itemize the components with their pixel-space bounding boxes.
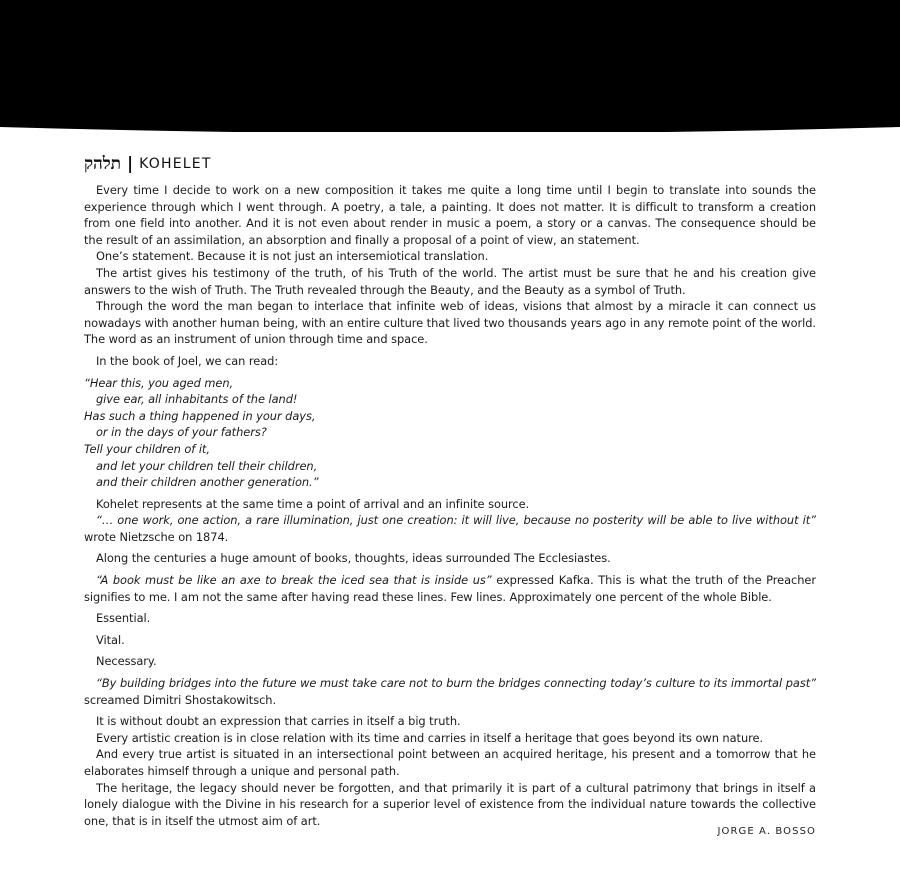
page-title xyxy=(84,152,816,176)
paragraph: Through the word the man began to interlace that infinite web of ideas, visions that almost by a miracle it can connect us nowadays with another human being, with an entire culture that lived two thousands years ago in any remote point of the world. The word as an instrument of union through time and space. xyxy=(84,299,816,347)
paragraph: Kohelet represents at the same time a point of arrival and an infinite source. xyxy=(96,496,530,511)
latin-title: KOHELET xyxy=(139,155,212,172)
article xyxy=(84,152,816,829)
paragraph xyxy=(84,675,816,708)
quote-attribution: wrote Nietzsche on 1874. xyxy=(84,529,229,544)
verse-line: Tell your children of it, xyxy=(84,441,210,456)
paragraph: Along the centuries a huge amount of books, thoughts, ideas surrounded The Ecclesiastes. xyxy=(96,551,611,566)
paragraph: The artist gives his testimony of the truth, of his Truth of the world. The artist must be sure that he and his creation give answers to the wish of Truth. The Truth revealed through the Beauty, and the Beauty as a symbol of Truth. xyxy=(84,265,816,297)
paragraph: Vital. xyxy=(96,632,125,647)
paragraph: And every true artist is situated in an intersectional point between an acquired heritage, his present and a tomorrow that he elaborates himself through a unique and personal path. xyxy=(84,747,816,778)
paragraph: Essential. xyxy=(96,611,151,626)
verse-line: and their children another generation.” xyxy=(96,475,319,490)
quote-attribution: screamed Dimitri Shostakowitsch. xyxy=(84,692,277,707)
paragraph xyxy=(84,512,816,545)
verse-line: or in the days of your fathers? xyxy=(96,425,267,440)
joel-verse xyxy=(84,375,816,491)
verse-line: give ear, all inhabitants of the land! xyxy=(96,392,298,407)
verse-line: “Hear this, you aged men, xyxy=(84,375,234,390)
kafka-quote: “A book must be like an axe to break the iced sea that is inside us” xyxy=(96,573,492,588)
shostakovich-quote: “By building bridges into the future we must take care not to burn the bridges connecting today’s culture to its immortal past” xyxy=(96,676,816,691)
paragraph: Every artistic creation is in close relation with its time and carries in itself a heritage that goes beyond its own nature. xyxy=(96,730,764,745)
quote-attribution: expressed Kafka. This is what the truth of the Preacher signifies to me. I am not the same after having read these lines. Few lines. Approximately one percent of the whole Bible. xyxy=(84,573,817,604)
paragraph: The heritage, the legacy should never be forgotten, and that primarily it is part of a cultural patrimony that brings in itself a lonely dialogue with the Divine in his research for a superior level of existence from the individual nature towards the collective one, that is in itself the utmost aim of art. xyxy=(84,780,816,828)
header-banner xyxy=(0,0,900,132)
paragraph: It is without doubt an expression that carries in itself a big truth. xyxy=(96,714,461,729)
paragraph: Necessary. xyxy=(96,654,157,669)
paragraph: Every time I decide to work on a new composition it takes me quite a long time until I begin to translate into sounds the experience through which I went through. A poetry, a tale, a painting. It does not matter. It is difficult to transform a creation from one field into another. And it is not even about render in music a poem, a story or a canvas. The consequence should be the result of an assimilation, an absorption and finally a proposal of a point of view, an statement. xyxy=(84,183,816,247)
verse-line: Has such a thing happened in your days, xyxy=(84,408,316,423)
title-separator: | xyxy=(127,153,134,174)
paragraph: One’s statement. Because it is not just an intersemiotical translation. xyxy=(96,249,489,264)
verse-line: and let your children tell their children, xyxy=(96,458,318,473)
nietzsche-quote: “… one work, one action, a rare illumination, just one creation: it will live, because no posterity will be able to live without it” xyxy=(96,513,816,528)
paragraph xyxy=(84,572,816,605)
paragraph: In the book of Joel, we can read: xyxy=(96,353,279,368)
author-signature: JORGE A. BOSSO xyxy=(717,826,816,837)
hebrew-title: תלהק xyxy=(84,153,121,174)
